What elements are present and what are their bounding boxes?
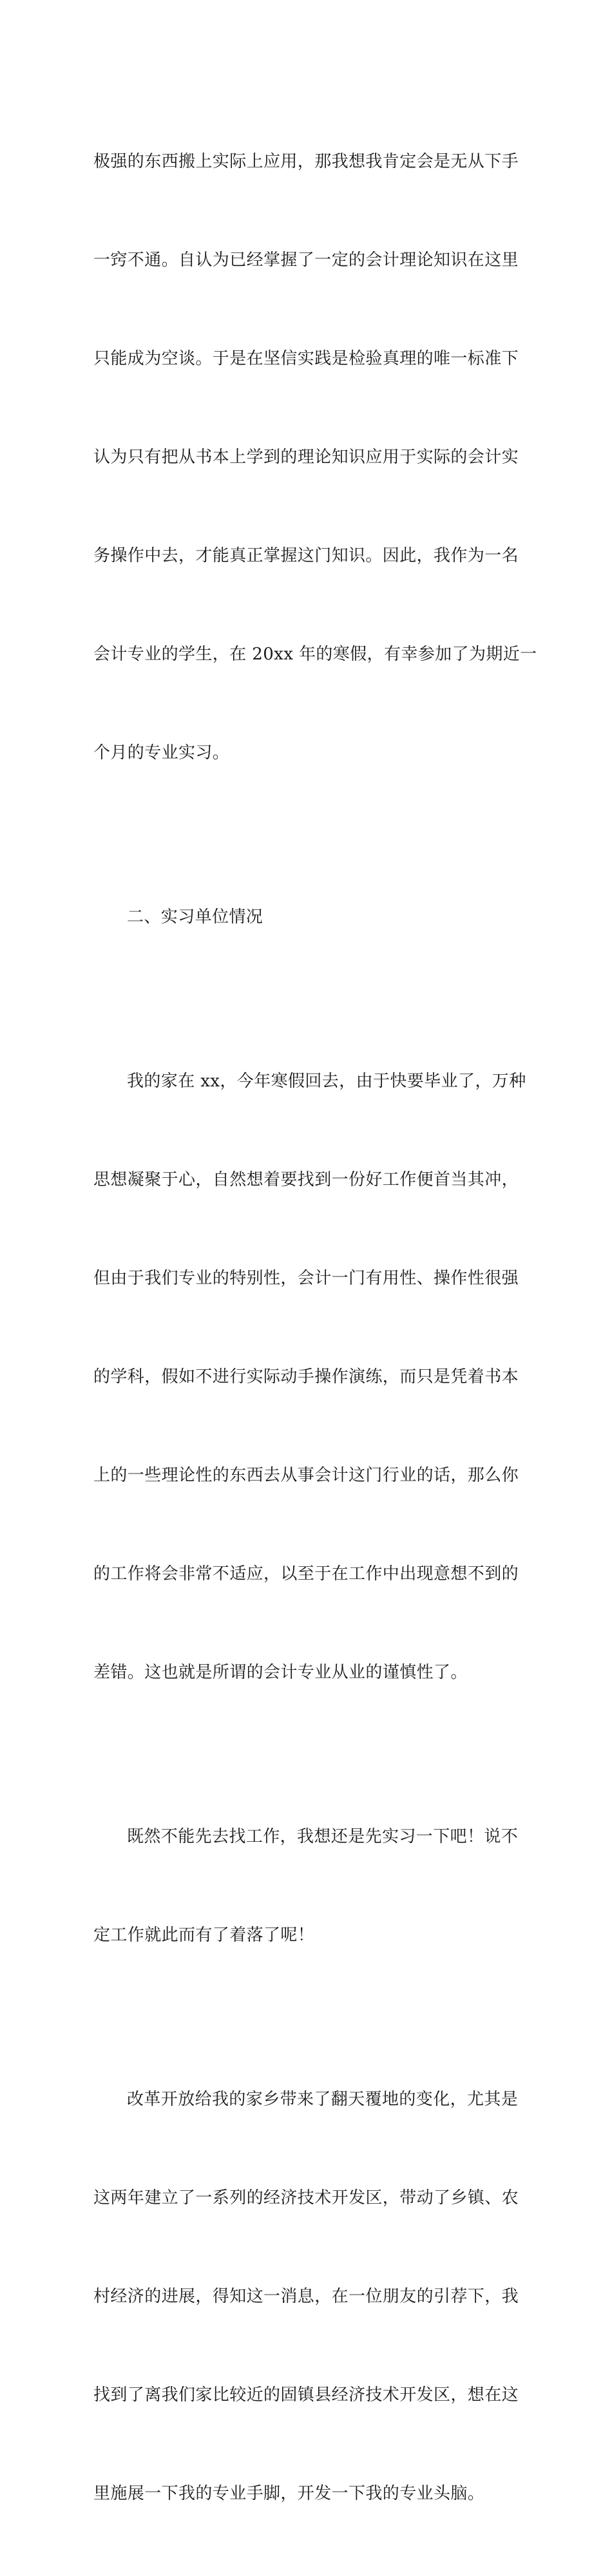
paragraph-continuation bbox=[93, 80, 537, 835]
text-line: 个月的专业实习。 bbox=[93, 743, 230, 762]
text-line: 但由于我们专业的特别性，会计一门有用性、操作性很强 bbox=[93, 1269, 519, 1288]
text-line: 认为只有把从书本上学到的理论知识应用于实际的会计实 bbox=[93, 448, 519, 467]
text-line: 一窍不通。自认为已经掌握了一定的会计理论知识在这里 bbox=[93, 251, 519, 270]
text-line: 的工作将会非常不适应，以至于在工作中出现意想不到的 bbox=[93, 1564, 519, 1584]
text-line: 改革开放给我的家乡带来了翻天覆地的变化，尤其是 bbox=[127, 2090, 519, 2109]
text-line: 思想凝聚于心，自然想着要找到一份好工作便首当其冲， bbox=[93, 1170, 519, 1189]
paragraph-home bbox=[93, 999, 525, 1755]
paragraph-internship-decision bbox=[93, 1755, 525, 2018]
text-line: 定工作就此而有了着落了呢！ bbox=[93, 1926, 315, 1945]
text-line: 这两年建立了一系列的经济技术开发区，带动了乡镇、农 bbox=[93, 2188, 519, 2208]
text-line: 会计专业的学生，在 20xx 年的寒假，有幸参加了为期近一 bbox=[93, 645, 537, 664]
text-line: 的学科，假如不进行实际动手操作演练，而只是凭着书本 bbox=[93, 1367, 519, 1387]
document-body bbox=[93, 80, 537, 2576]
text-line: 村经济的进展，得知这一消息，在一位朋友的引荐下，我 bbox=[93, 2287, 519, 2306]
text-line: 极强的东西搬上实际上应用，那我想我肯定会是无从下手 bbox=[93, 152, 519, 171]
paragraph-reform bbox=[93, 2018, 525, 2576]
text-line: 差错。这也就是所谓的会计专业从业的谨慎性了。 bbox=[93, 1663, 468, 1682]
text-line: 只能成为空谈。于是在坚信实践是检验真理的唯一标准下 bbox=[93, 349, 519, 368]
text-line: 找到了离我们家比较近的固镇县经济技术开发区，想在这 bbox=[93, 2385, 519, 2405]
text-line: 务操作中去，才能真正掌握这门知识。因此，我作为一名 bbox=[93, 546, 519, 565]
section-heading bbox=[93, 835, 525, 999]
text-line: 我的家在 xx，今年寒假回去，由于快要毕业了，万种 bbox=[127, 1072, 526, 1091]
text-line: 里施展一下我的专业手脚，开发一下我的专业头脑。 bbox=[93, 2484, 485, 2503]
text-line: 既然不能先去找工作，我想还是先实习一下吧！说不 bbox=[127, 1827, 519, 1846]
section-heading-text: 二、实习单位情况 bbox=[127, 907, 263, 927]
text-line: 上的一些理论性的东西去从事会计这门行业的话，那么你 bbox=[93, 1466, 519, 1485]
